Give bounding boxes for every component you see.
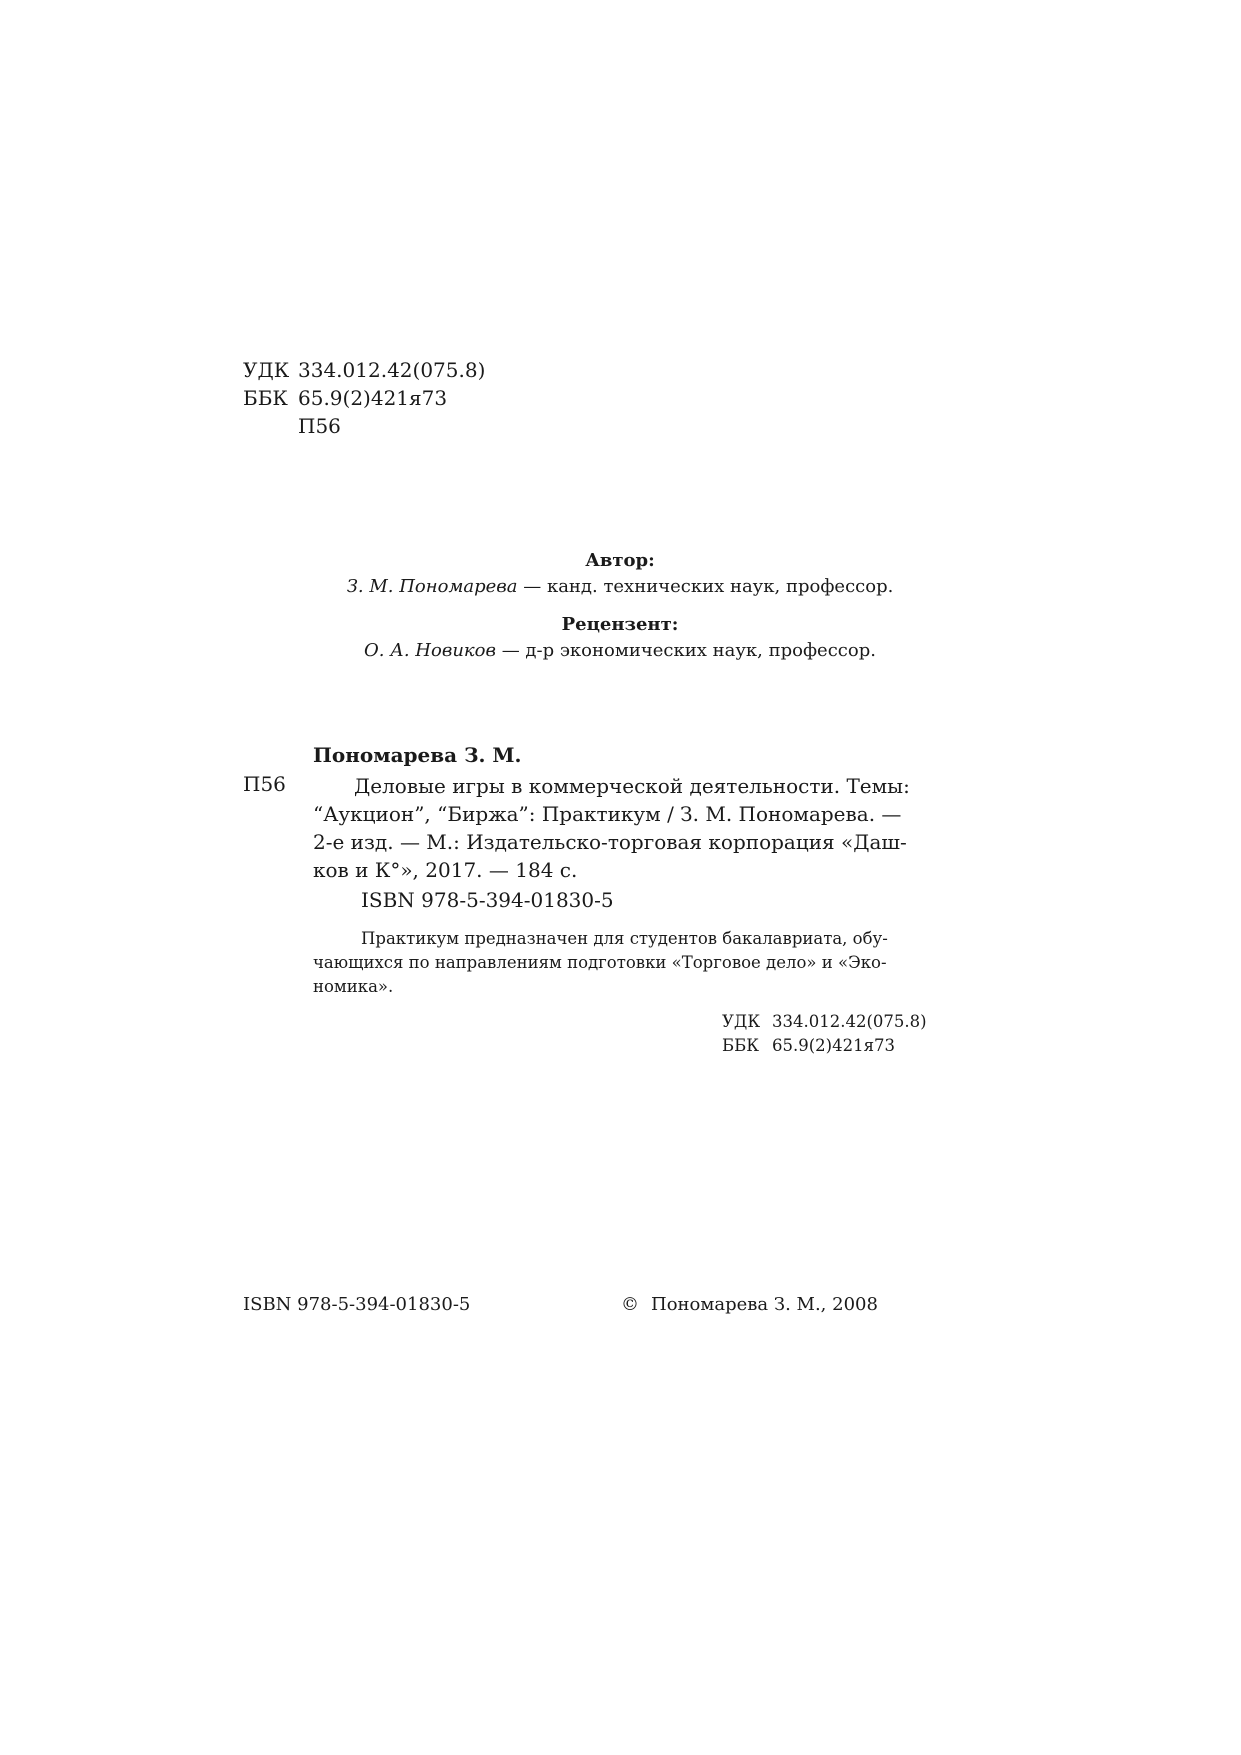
entry-udk-value: 334.012.42(075.8) [772,1012,927,1031]
reviewer-name: О. А. Новиков [364,640,496,661]
entry-description [313,772,910,884]
annotation-line: номика». [313,977,394,996]
author-code-row [243,412,485,440]
entry-isbn: ISBN 978-5-394-01830-5 [361,888,614,912]
annotation-line: чающихся по направлениям подготовки «Торговое дело» и «Эко- [313,953,887,972]
udk-value: 334.012.42(075.8) [298,358,486,382]
entry-udk-label: УДК [722,1012,761,1031]
author-name: З. М. Пономарева [346,576,518,597]
entry-code: П56 [243,772,286,796]
copyright-icon: © [621,1294,639,1315]
entry-udk-row [722,1010,927,1034]
reviewer-description: — д-р экономических наук, профессор. [495,640,876,661]
classification-block [243,356,485,440]
author-heading: Автор: [585,550,655,571]
udk-label: УДК [243,358,290,382]
footer-isbn: ISBN 978-5-394-01830-5 [243,1294,471,1315]
entry-bbk-value: 65.9(2)421я73 [772,1036,896,1055]
author-description: — канд. технических наук, профессор. [517,576,894,597]
entry-line: “Аукцион”, “Биржа”: Практикум / З. М. Пономарева. — [313,802,902,826]
entry-bbk-row [722,1034,927,1058]
entry-line: Деловые игры в коммерческой деятельности. Темы: [354,774,910,798]
reviewer-heading: Рецензент: [561,614,679,635]
copyright-text: Пономарева З. М., 2008 [651,1294,878,1315]
author-code: П56 [298,414,341,438]
entry-line: 2-е изд. — М.: Издательско-торговая корпорация «Даш- [313,830,907,854]
entry-line: ков и К°», 2017. — 184 с. [313,858,578,882]
entry-bbk-label: ББК [722,1036,760,1055]
author-line [240,574,1000,600]
annotation-line: Практикум предназначен для студентов бакалавриата, обу- [361,929,888,948]
reviewer-line [240,638,1000,664]
entry-classification [722,1010,927,1058]
entry-author: Пономарева З. М. [313,743,522,767]
credits-block [240,548,1000,664]
bbk-label: ББК [243,386,288,410]
bbk-row [243,384,485,412]
udk-row [243,356,485,384]
annotation [313,927,888,999]
bbk-value: 65.9(2)421я73 [298,386,448,410]
footer-copyright [621,1294,878,1315]
